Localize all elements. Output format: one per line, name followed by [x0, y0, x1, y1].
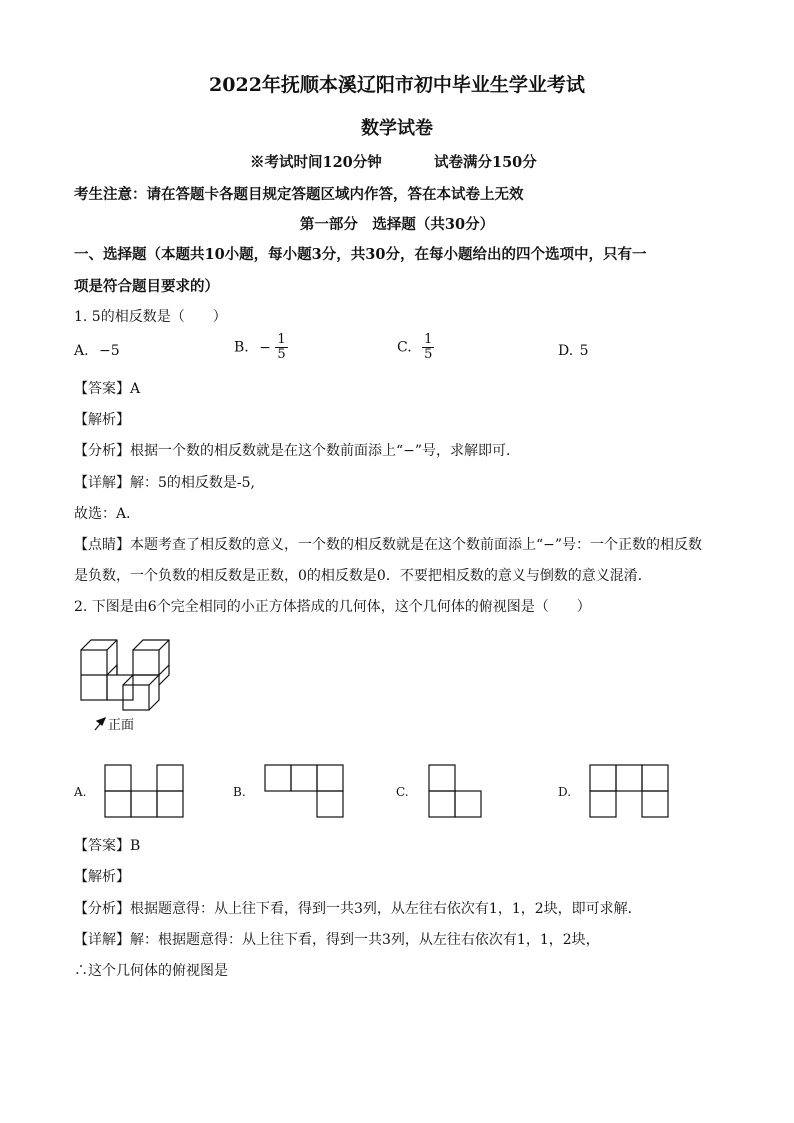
q1-fenxi — [74, 441, 520, 461]
q1-dianjing-line2: 是负数，一个负数的相反数是正数，0的相反数是0．不要把相反数的意义与倒数的意义混淆． — [74, 568, 652, 584]
q2-analysis-tag: 【解析】 — [74, 869, 130, 885]
exam-title: 2022年抚顺本溪辽阳市初中毕业生学业考试 — [209, 74, 585, 96]
q1-choose: 故选：A． — [74, 506, 141, 522]
q1-option-b-sign: − — [259, 339, 271, 356]
q2-option-c-label: C. — [396, 785, 409, 799]
q1-analysis-tag: 【解析】 — [74, 412, 130, 428]
q1-option-c — [397, 333, 434, 362]
subject-title: 数学试卷 — [361, 118, 433, 139]
section-heading-line2: 项是符合题目要求的） — [74, 278, 219, 295]
q1-option-b-label: B. — [234, 339, 249, 356]
q1-dianjing-tag: 【点睛】 — [74, 537, 130, 553]
q2-front-label: 正面 — [108, 718, 135, 733]
q2-fenxi-tag: 【分析】 — [74, 901, 130, 917]
q2-answer-tag: 【答案】 — [74, 838, 130, 854]
q2-option-b-figure — [264, 764, 344, 818]
q1-answer — [74, 379, 140, 399]
q2-option-a-label: A. — [74, 785, 87, 799]
exam-score: 试卷满分150分 — [434, 154, 537, 171]
q1-option-b-fraction — [275, 333, 287, 362]
q2-xiangjie — [74, 930, 600, 950]
q1-option-a-value: −5 — [99, 343, 120, 359]
q1-answer-tag: 【答案】 — [74, 381, 130, 397]
q2-fenxi-text: 根据题意得：从上往下看，得到一共3列，从左往右依次有1，1，2块，即可求解． — [130, 901, 642, 917]
q2-option-d-figure — [589, 764, 669, 818]
q1-option-b-denominator: 5 — [277, 347, 286, 362]
q2-xiangjie-tag: 【详解】 — [74, 932, 130, 948]
q1-option-a — [74, 341, 120, 361]
q1-xiangjie — [74, 473, 255, 493]
q2-option-a-figure — [104, 764, 184, 818]
q1-dianjing-line1 — [74, 535, 702, 555]
q1-option-d-value: 5 — [579, 343, 589, 359]
q1-option-b — [234, 333, 288, 362]
part-heading: 第一部分 选择题（共30分） — [299, 216, 495, 233]
q1-fenxi-tag: 【分析】 — [74, 443, 130, 459]
q2-fenxi — [74, 899, 642, 919]
q2-xiangjie-text: 解：根据题意得：从上往下看，得到一共3列，从左往右依次有1，1，2块， — [130, 932, 600, 948]
q1-option-c-label: C. — [397, 339, 412, 356]
q1-option-a-label: A. — [74, 343, 89, 359]
q1-stem: 1. 5的相反数是（ ） — [74, 309, 227, 325]
q1-dianjing-text1: 本题考查了相反数的意义，一个数的相反数就是在这个数前面添上“−”号：一个正数的相反数 — [130, 537, 703, 553]
q1-option-b-numerator: 1 — [277, 332, 286, 347]
q1-fenxi-text: 根据一个数的相反数就是在这个数前面添上“−”号，求解即可． — [130, 443, 521, 459]
q1-answer-value: A — [130, 381, 141, 397]
q2-option-d-label: D. — [558, 785, 572, 799]
q1-option-c-fraction — [422, 333, 434, 362]
q1-option-c-numerator: 1 — [424, 332, 433, 347]
q2-therefore: ∴这个几何体的俯视图是 — [74, 963, 228, 979]
q1-option-d-label: D. — [558, 343, 574, 359]
exam-time: ※考试时间120分钟 — [250, 154, 382, 171]
q2-answer — [74, 836, 140, 856]
section-heading-line1: 一、选择题（本题共10小题，每小题3分，共30分，在每小题给出的四个选项中，只有一 — [74, 246, 647, 263]
q1-xiangjie-tag: 【详解】 — [74, 475, 130, 491]
q2-stem: 2. 下图是由6个完全相同的小正方体搭成的几何体，这个几何体的俯视图是（ ） — [74, 599, 591, 615]
q1-xiangjie-text: 解：5的相反数是-5, — [130, 475, 255, 491]
q2-option-b-label: B. — [233, 785, 246, 799]
q1-option-c-denominator: 5 — [424, 347, 433, 362]
q2-option-c-figure — [428, 764, 482, 818]
q2-answer-value: B — [130, 838, 141, 854]
q1-option-d — [558, 341, 589, 361]
candidate-notice: 考生注意：请在答题卡各题目规定答题区域内作答，答在本试卷上无效 — [74, 186, 524, 203]
